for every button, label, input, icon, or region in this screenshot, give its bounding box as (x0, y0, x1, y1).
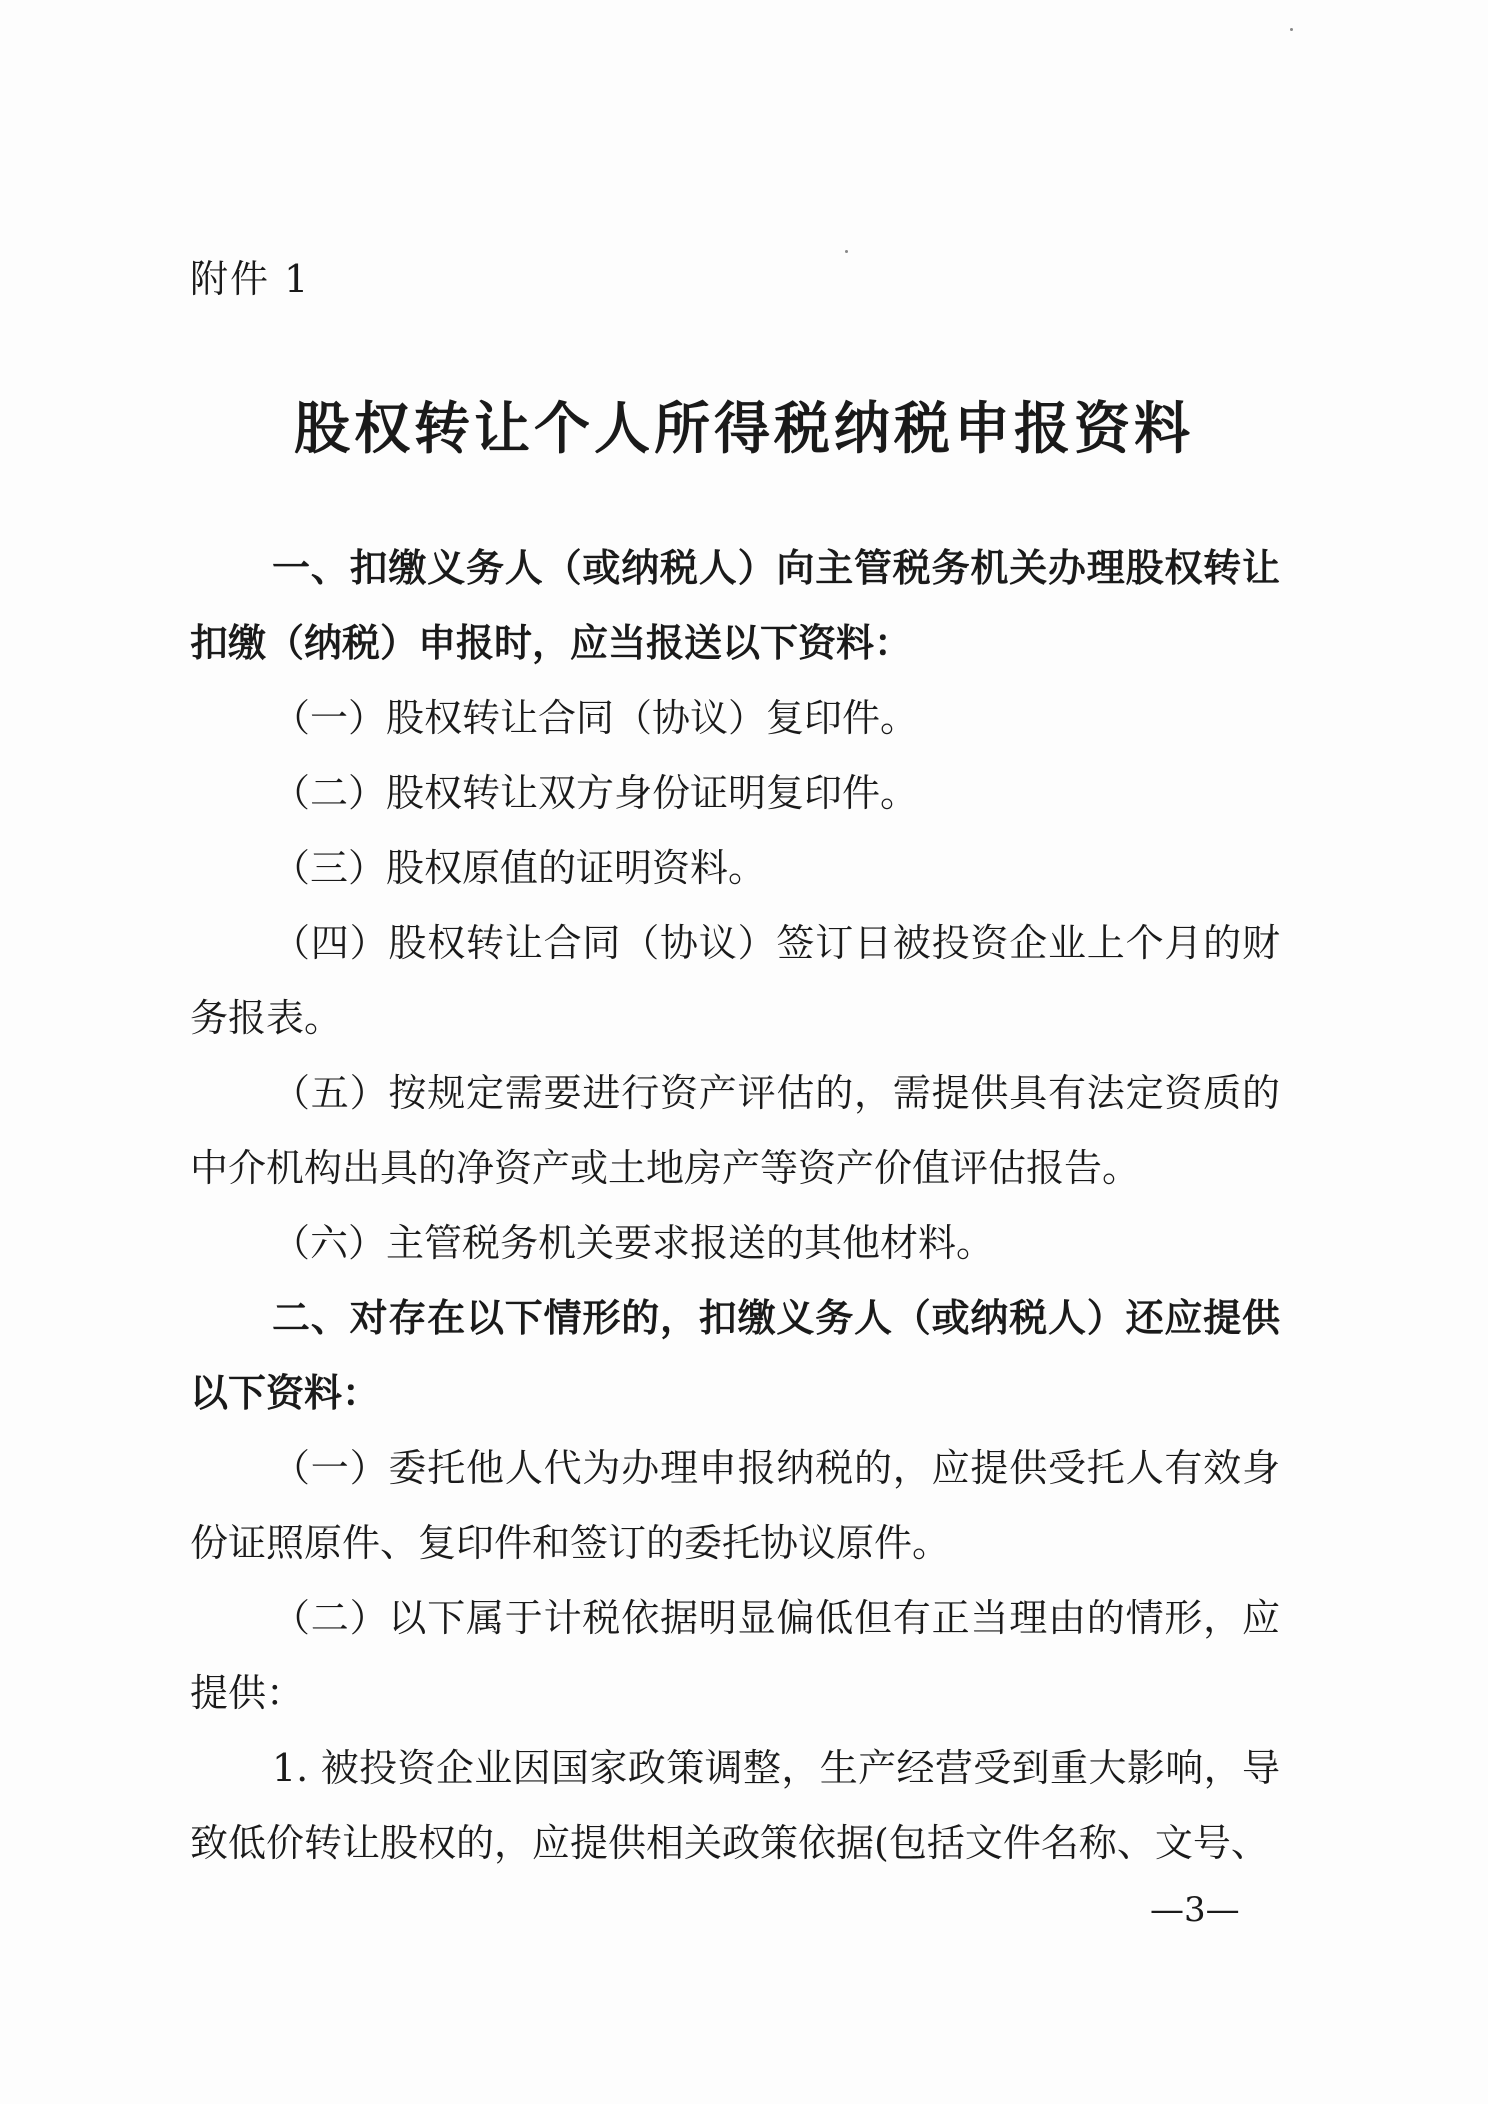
list-item-1-3: （三）股权原值的证明资料。 (272, 846, 767, 890)
section-heading-2: 二、对存在以下情形的，扣缴义务人（或纳税人）还应提供 (272, 1295, 1280, 1340)
list-item-2-2: （二）以下属于计税依据明显偏低但有正当理由的情形，应 (272, 1596, 1280, 1640)
paragraph-line: 致低价转让股权的，应提供相关政策依据(包括文件名称、文号、 (190, 1821, 1269, 1865)
paragraph-line: 扣缴（纳税）申报时，应当报送以下资料： (190, 620, 913, 665)
scan-speck (845, 250, 848, 253)
paragraph-line: 务报表。 (190, 996, 343, 1040)
scan-speck (1290, 28, 1293, 31)
paragraph-line: 份证照原件、复印件和签订的委托协议原件。 (190, 1521, 951, 1565)
document-title: 股权转让个人所得税纳税申报资料 (294, 396, 1194, 462)
list-item-numbered-1: 1. 被投资企业因国家政策调整，生产经营受到重大影响，导 (272, 1746, 1280, 1790)
list-item-1-6: （六）主管税务机关要求报送的其他材料。 (272, 1221, 995, 1265)
list-item-1-4: （四）股权转让合同（协议）签订日被投资企业上个月的财 (272, 921, 1280, 965)
section-heading-1: 一、扣缴义务人（或纳税人）向主管税务机关办理股权转让 (272, 545, 1280, 590)
list-item-2-1: （一）委托他人代为办理申报纳税的，应提供受托人有效身 (272, 1446, 1280, 1490)
list-item-1-1: （一）股权转让合同（协议）复印件。 (272, 696, 919, 740)
page-number: —3— (1150, 1890, 1240, 1930)
list-item-1-5: （五）按规定需要进行资产评估的，需提供具有法定资质的 (272, 1071, 1280, 1115)
paragraph-line: 提供： (190, 1671, 305, 1715)
list-item-1-2: （二）股权转让双方身份证明复印件。 (272, 771, 919, 815)
paragraph-line: 以下资料： (190, 1370, 381, 1415)
attachment-label: 附件 1 (190, 257, 311, 301)
paragraph-line: 中介机构出具的净资产或土地房产等资产价值评估报告。 (190, 1146, 1141, 1190)
